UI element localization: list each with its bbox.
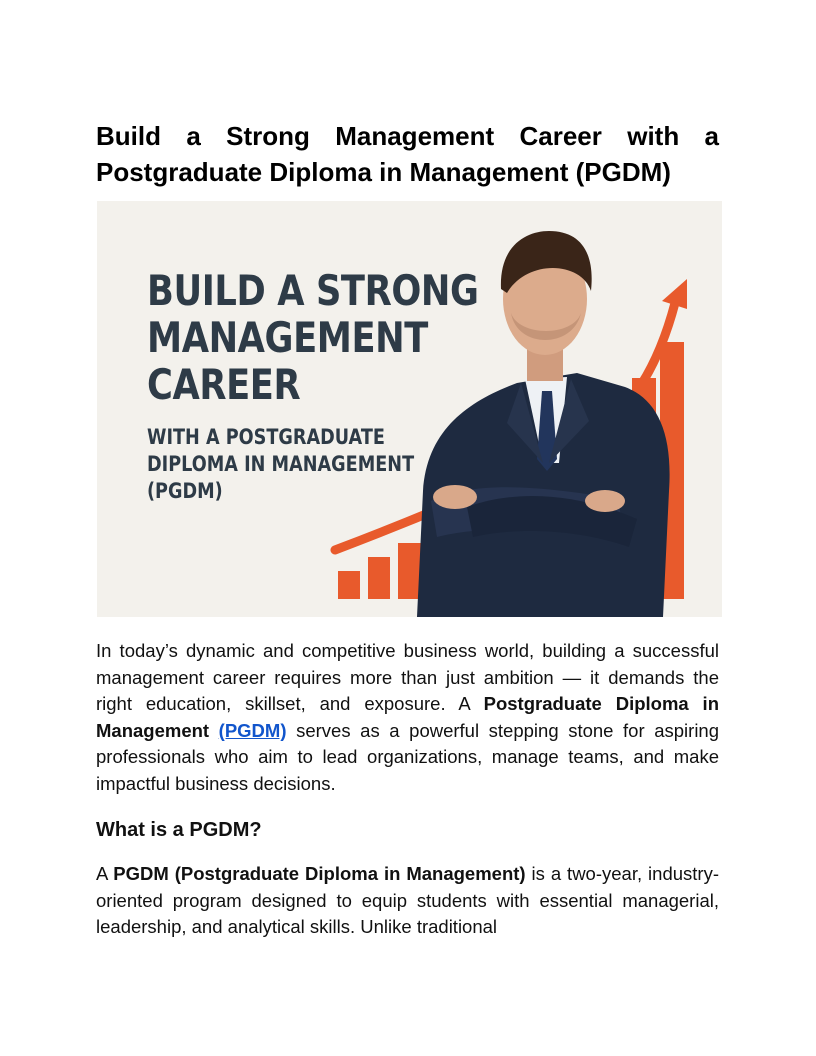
hero-subline-line-3: (PGDM) — [147, 479, 223, 503]
hero-banner-image — [97, 201, 722, 617]
hero-headline-line-2: MANAGEMENT — [147, 313, 428, 362]
definition-text-2: is a two-year, industry-oriented program designed to equip students with essential managerial, leadership, and analytical skills. Unlike traditional — [96, 863, 719, 937]
hero-headline-line-1: BUILD A STRONG — [147, 266, 479, 315]
hero-text-block — [147, 267, 542, 505]
intro-text-1: In today’s dynamic and competitive business world, building a successful management career requires more than just ambition — it demands the right education, skillset, and exposure. A — [96, 640, 719, 714]
definition-paragraph — [96, 861, 719, 941]
definition-bold-term: PGDM (Postgraduate Diploma in Management) — [113, 863, 526, 884]
hero-headline-line-3: CAREER — [147, 360, 301, 409]
arrow-head-graphic — [662, 279, 687, 309]
pgdm-link[interactable]: (PGDM) — [218, 719, 287, 741]
intro-text-2: serves as a powerful stepping stone for aspiring professionals who aim to lead organizations, manage teams, and make impactful business decisions. — [96, 719, 720, 794]
page-title: Build a Strong Management Career with a Postgraduate Diploma in Management (PGDM) — [96, 121, 719, 187]
intro-bold-term: Postgraduate Diploma in Management — [96, 693, 719, 741]
definition-text-1: A — [96, 863, 114, 884]
intro-paragraph — [96, 638, 719, 797]
section-heading: What is a PGDM? — [96, 819, 262, 841]
hero-subline-line-2: DIPLOMA IN MANAGEMENT — [147, 452, 415, 476]
hero-subline-line-1: WITH A POSTGRADUATE — [147, 425, 385, 449]
